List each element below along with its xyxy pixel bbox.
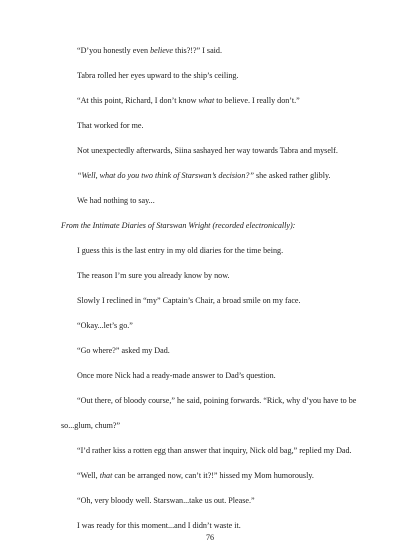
text-run: That worked for me.: [77, 121, 144, 130]
paragraph: [0, 271, 420, 281]
paragraph: [0, 96, 420, 106]
paragraph: [0, 171, 420, 181]
section-heading: [0, 221, 420, 231]
text-run: I was ready for this moment...and I didn’t waste it.: [77, 521, 241, 530]
italic-run: what: [198, 96, 215, 105]
text-run: Tabra rolled her eyes upward to the ship’s ceiling.: [77, 71, 239, 80]
italic-run: “Well, what do you two think of Starswan’s decision?”: [77, 171, 254, 180]
text-run: I guess this is the last entry in my old diaries for the time being.: [77, 246, 284, 255]
text-run: “Okay...let’s go.”: [77, 321, 133, 330]
paragraph: [0, 346, 420, 356]
text-run: Not unexpectedly afterwards, Siina sashayed her way towards Tabra and myself.: [77, 146, 338, 155]
paragraph: [0, 71, 420, 81]
text-run: so...glum, chum?”: [61, 421, 121, 430]
text-run: “I’d rather kiss a rotten egg than answer that inquiry, Nick old bag,” replied my Dad.: [77, 446, 352, 455]
italic-run: that: [99, 471, 113, 480]
paragraph: [0, 321, 420, 331]
paragraph: [0, 396, 420, 406]
paragraph: [0, 496, 420, 506]
italic-run: believe: [150, 46, 173, 55]
paragraph: [0, 196, 420, 206]
text-run: Once more Nick had a ready-made answer to Dad’s question.: [77, 371, 276, 380]
text-run: “Oh, very bloody well. Starswan...take us out. Please.”: [77, 496, 255, 505]
text-run: “Go where?” asked my Dad.: [77, 346, 170, 355]
text-run: “Well,: [77, 471, 100, 480]
paragraph: [0, 446, 420, 456]
text-run: she asked rather glibly.: [253, 171, 331, 180]
text-run: this?!?” I said.: [172, 46, 222, 55]
text-run: “At this point, Richard, I don’t know: [77, 96, 199, 105]
text-run: We had nothing to say...: [77, 196, 155, 205]
paragraph: [0, 121, 420, 131]
paragraph: [0, 296, 420, 306]
paragraph: [0, 371, 420, 381]
text-run: Slowly I reclined in “my” Captain’s Chair, a broad smile on my face.: [77, 296, 301, 305]
paragraph-continuation: [0, 421, 420, 431]
text-run: The reason I’m sure you already know by now.: [77, 271, 230, 280]
paragraph: [0, 146, 420, 156]
italic-run: From the Intimate Diaries of Starswan Wright (recorded electronically):: [61, 221, 296, 230]
text-run: “D’you honestly even: [77, 46, 151, 55]
paragraph: [0, 521, 420, 531]
paragraph: [0, 46, 420, 56]
page-number: 76: [205, 533, 215, 542]
text-run: “Out there, of bloody course,” he said, poining forwards. “Rick, why d’you have to be: [77, 396, 357, 405]
text-run: can be arranged now, can’t it?!” hissed my Mom humorously.: [112, 471, 314, 480]
paragraph: [0, 471, 420, 481]
paragraph: [0, 246, 420, 256]
text-run: to believe. I really don’t.”: [214, 96, 300, 105]
